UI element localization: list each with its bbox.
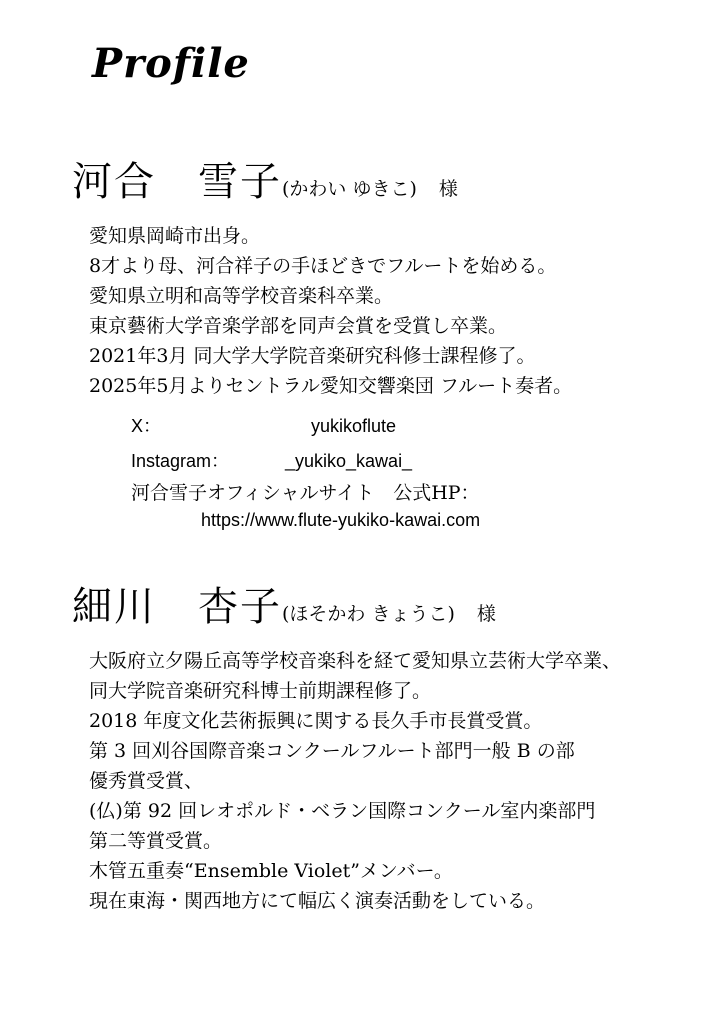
bio-line: 優秀賞受賞、 bbox=[89, 770, 204, 792]
contact-instagram-label: Instagram： bbox=[131, 451, 230, 471]
contact-x bbox=[131, 412, 396, 438]
contact-instagram-value[interactable]: _yukiko_kawai_ bbox=[285, 451, 413, 471]
profile-bio bbox=[89, 646, 621, 916]
bio-line: 2025年5月よりセントラル愛知交響楽団 フルート奏者。 bbox=[89, 375, 573, 397]
bio-line: 第 3 回刈谷国際音楽コンクールフルート部門一般 B の部 bbox=[89, 740, 575, 762]
bio-line: 愛知県岡崎市出身。 bbox=[89, 225, 261, 247]
contact-x-label: X： bbox=[131, 416, 162, 436]
bio-line: 2018 年度文化芸術振興に関する長久手市長賞受賞。 bbox=[89, 710, 543, 732]
bio-line: 東京藝術大学音楽学部を同声会賞を受賞し卒業。 bbox=[89, 315, 508, 337]
profile-honorific: 様 bbox=[476, 603, 496, 625]
profile-name: 細川 杏子 bbox=[72, 584, 282, 630]
contact-instagram bbox=[131, 447, 412, 473]
bio-line: 2021年3月 同大学大学院音楽研究科修士課程修了。 bbox=[89, 345, 536, 367]
contact-site-label: 河合雪子オフィシャルサイト 公式HP： bbox=[131, 482, 480, 504]
bio-line: 大阪府立夕陽丘高等学校音楽科を経て愛知県立芸術大学卒業、 bbox=[89, 650, 622, 672]
profile-name-kana: (ほそかわ きょうこ) bbox=[282, 603, 455, 625]
bio-line: 8才より母、河合祥子の手ほどきでフルートを始める。 bbox=[89, 255, 557, 277]
profile-honorific: 様 bbox=[438, 178, 458, 200]
profile-name-kana: (かわい ゆきこ) bbox=[282, 178, 417, 200]
page-title: Profile bbox=[92, 40, 250, 87]
bio-line: 木管五重奏“Ensemble Violet”メンバー。 bbox=[89, 860, 453, 882]
profile-name: 河合 雪子 bbox=[72, 159, 282, 205]
contact-site-url[interactable]: https://www.flute-yukiko-kawai.com bbox=[201, 510, 481, 530]
profile-name-heading bbox=[72, 150, 458, 207]
profile-bio bbox=[89, 221, 572, 401]
bio-line: 愛知県立明和高等学校音楽科卒業。 bbox=[89, 285, 394, 307]
bio-line: 同大学院音楽研究科博士前期課程修了。 bbox=[89, 680, 432, 702]
bio-line: 現在東海・関西地方にて幅広く演奏活動をしている。 bbox=[89, 890, 546, 912]
contact-x-value[interactable]: yukikoflute bbox=[311, 416, 397, 436]
bio-line: 第二等賞受賞。 bbox=[89, 830, 223, 852]
bio-line: (仏)第 92 回レオポルド・ベラン国際コンクール室内楽部門 bbox=[89, 800, 596, 822]
profile-name-heading bbox=[72, 575, 496, 632]
